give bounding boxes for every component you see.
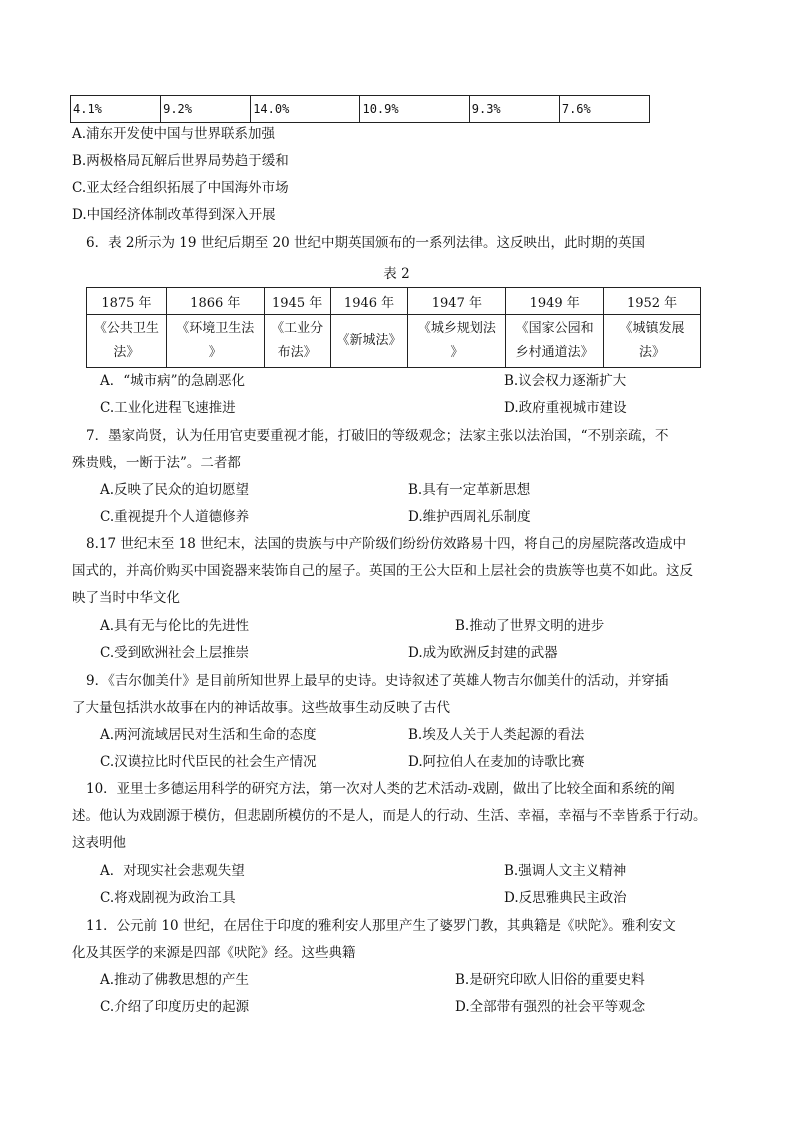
law-text: 乡村通道法》 bbox=[515, 345, 594, 360]
table-cell: 7.6% bbox=[559, 96, 649, 123]
law-cell bbox=[264, 315, 330, 368]
table-header-row bbox=[87, 288, 701, 315]
table-cell: 14.0% bbox=[251, 96, 360, 123]
q10-option-d: D.反思雅典民主政治 bbox=[504, 890, 627, 906]
law-text: 《公共卫生 bbox=[93, 321, 159, 336]
q11-option-b: B.是研究印欧人旧俗的重要史料 bbox=[455, 972, 645, 988]
law-text: 《国家公园和 bbox=[515, 321, 594, 336]
q8-option-c: C.受到欧洲社会上层推崇 bbox=[100, 645, 250, 661]
law-text: 》 bbox=[208, 345, 222, 360]
q6-option-d: D.政府重视城市建设 bbox=[504, 400, 627, 416]
law-cell bbox=[604, 315, 701, 368]
law-text: 《城乡规划法 bbox=[417, 321, 496, 336]
q8-option-a: A.具有无与伦比的先进性 bbox=[100, 618, 250, 634]
q5-option-b: B.两极格局瓦解后世界局势趋于缓和 bbox=[72, 153, 289, 169]
table-cell: 10.9% bbox=[360, 96, 469, 123]
q10-stem: 10．亚里士多德运用科学的研究方法，第一次对人类的艺术活动-戏剧，做出了比较全面和系统的阐 bbox=[86, 781, 675, 797]
q10-stem-cont: 这表明他 bbox=[72, 835, 126, 851]
table-row bbox=[87, 315, 701, 368]
q11-stem-cont: 化及其医学的来源是四部《吠陀》经。这些典籍 bbox=[72, 945, 356, 961]
q9-option-d: D.阿拉伯人在麦加的诗歌比赛 bbox=[408, 754, 585, 770]
law-text: 布法》 bbox=[277, 345, 317, 360]
law-text: 《环境卫生法 bbox=[176, 321, 255, 336]
table-cell: 9.2% bbox=[161, 96, 251, 123]
q6-option-a: A．“城市病”的急剧恶化 bbox=[100, 373, 246, 389]
q10-option-a: A．对现实社会悲观失望 bbox=[100, 863, 245, 879]
q7-stem: 7．墨家尚贤，认为任用官吏要重视才能，打破旧的等级观念；法家主张以法治国，“不别亲疏，不 bbox=[86, 428, 669, 444]
law-cell bbox=[330, 315, 408, 368]
year-cell: 1866 年 bbox=[166, 288, 264, 315]
q8-stem: 8.17 世纪末至 18 世纪末，法国的贵族与中产阶级们纷纷仿效路易十四，将自己的房屋院落改造成中 bbox=[86, 536, 687, 552]
table-caption: 表 2 bbox=[383, 266, 410, 282]
q7-stem-cont: 殊贵贱，一断于法”。二者都 bbox=[72, 455, 241, 471]
q5-option-a: A.浦东开发使中国与世界联系加强 bbox=[72, 126, 276, 142]
law-text: 《工业分 bbox=[271, 321, 324, 336]
law-text: 法》 bbox=[113, 345, 140, 360]
q10-stem-cont: 述。他认为戏剧源于模仿，但悲剧所模仿的不是人，而是人的行动、生活、幸福，幸福与不幸皆系于行动。 bbox=[72, 808, 707, 824]
year-cell: 1952 年 bbox=[604, 288, 701, 315]
law-cell bbox=[87, 315, 167, 368]
law-text: 《城镇发展 bbox=[619, 321, 685, 336]
table-cell: 4.1% bbox=[71, 96, 161, 123]
q5-option-d: D.中国经济体制改革得到深入开展 bbox=[72, 207, 276, 223]
q9-stem-cont: 了大量包括洪水故事在内的神话故事。这些故事生动反映了古代 bbox=[72, 700, 450, 716]
law-text: 《新城法》 bbox=[336, 333, 402, 348]
year-cell: 1875 年 bbox=[87, 288, 167, 315]
q10-option-c: C.将戏剧视为政治工具 bbox=[100, 890, 236, 906]
q9-stem: 9．《吉尔伽美什》是目前所知世界上最早的史诗。史诗叙述了英雄人物吉尔伽美什的活动，并穿插 bbox=[86, 673, 669, 689]
uk-laws-table bbox=[86, 287, 701, 368]
year-cell: 1945 年 bbox=[264, 288, 330, 315]
q7-option-a: A.反映了民众的迫切愿望 bbox=[100, 482, 250, 498]
law-text: 》 bbox=[450, 345, 464, 360]
q9-option-a: A.两河流域居民对生活和生命的态度 bbox=[100, 727, 317, 743]
q7-option-c: C.重视提升个人道德修养 bbox=[100, 509, 250, 525]
q7-option-b: B.具有一定革新思想 bbox=[408, 482, 531, 498]
year-cell: 1947 年 bbox=[408, 288, 506, 315]
q9-option-b: B.埃及人关于人类起源的看法 bbox=[408, 727, 585, 743]
table-cell: 9.3% bbox=[469, 96, 559, 123]
year-cell: 1949 年 bbox=[506, 288, 604, 315]
q11-stem: 11．公元前 10 世纪，在居住于印度的雅利安人那里产生了婆罗门教，其典籍是《吠陀》。雅利安文 bbox=[86, 918, 676, 934]
q8-option-d: D.成为欧洲反封建的武器 bbox=[408, 645, 558, 661]
q8-option-b: B.推动了世界文明的进步 bbox=[455, 618, 605, 634]
q8-stem-cont: 映了当时中华文化 bbox=[72, 590, 180, 606]
q6-option-b: B.议会权力逐渐扩大 bbox=[504, 373, 627, 389]
q11-option-a: A.推动了佛教思想的产生 bbox=[100, 972, 250, 988]
q11-option-d: D.全部带有强烈的社会平等观念 bbox=[455, 999, 646, 1015]
q10-option-b: B.强调人文主义精神 bbox=[504, 863, 627, 879]
growth-rate-table bbox=[70, 95, 650, 123]
q5-option-c: C.亚太经合组织拓展了中国海外市场 bbox=[72, 180, 289, 196]
q6-option-c: C.工业化进程飞速推进 bbox=[100, 400, 236, 416]
table-row bbox=[71, 96, 650, 123]
q8-stem-cont: 国式的，并高价购买中国瓷器来装饰自己的屋子。英国的王公大臣和上层社会的贵族等也莫不如此。这反 bbox=[72, 563, 693, 579]
law-cell bbox=[506, 315, 604, 368]
law-text: 法》 bbox=[639, 345, 666, 360]
law-cell bbox=[166, 315, 264, 368]
q7-option-d: D.维护西周礼乐制度 bbox=[408, 509, 531, 525]
law-cell bbox=[408, 315, 506, 368]
q11-option-c: C.介绍了印度历史的起源 bbox=[100, 999, 250, 1015]
q9-option-c: C.汉谟拉比时代臣民的社会生产情况 bbox=[100, 754, 317, 770]
q6-stem: 6．表 2所示为 19 世纪后期至 20 世纪中期英国颁布的一系列法律。这反映出，此时期的英国 bbox=[86, 235, 645, 251]
year-cell: 1946 年 bbox=[330, 288, 408, 315]
